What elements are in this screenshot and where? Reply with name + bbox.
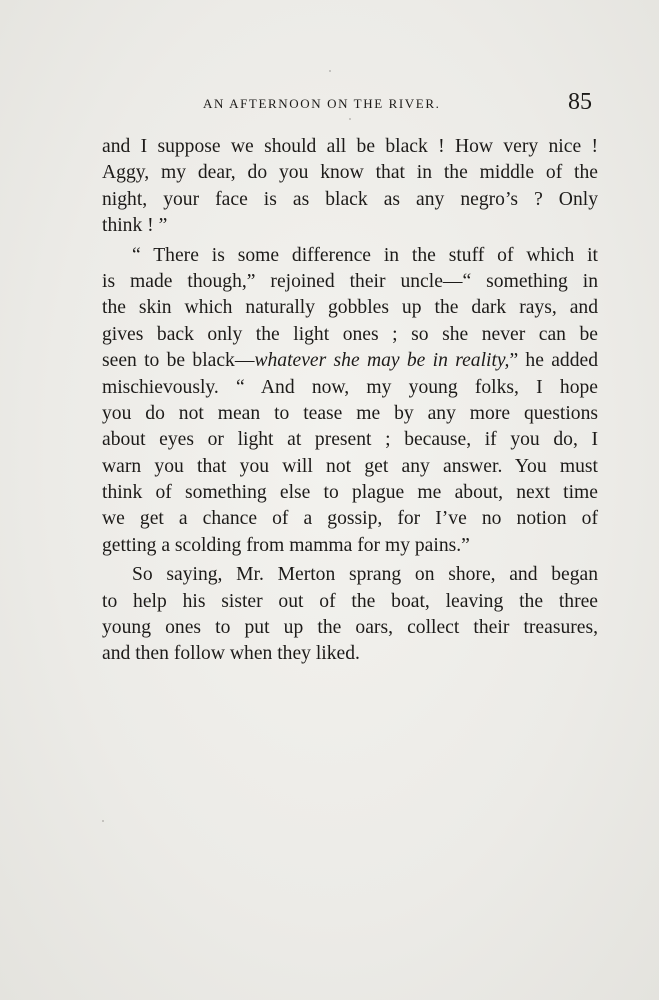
text-line-with-italics bbox=[102, 348, 598, 374]
text-line: and I suppose we should all be black ! How very nice ! bbox=[102, 136, 598, 157]
ink-speck bbox=[102, 820, 104, 822]
text-line: mischievously. “ And now, my young folks, I hope bbox=[102, 376, 598, 398]
text-line: So saying, Mr. Merton sprang on shore, and began bbox=[132, 564, 598, 586]
text-line: the skin which naturally gobbles up the dark rays, and bbox=[102, 297, 598, 319]
text-line: warn you that you will not get any answer. You must bbox=[102, 455, 598, 477]
body-text bbox=[102, 134, 598, 668]
text-line: we get a chance of a gossip, for I’ve no notion of bbox=[102, 508, 598, 530]
text-line: Aggy, my dear, do you know that in the middle of the bbox=[102, 162, 598, 184]
text-line: think ! ” bbox=[102, 215, 168, 237]
running-head: AN AFTERNOON ON THE RIVER. bbox=[203, 96, 441, 111]
text-line: think of something else to plague me about, next time bbox=[102, 482, 598, 504]
text-run: seen to be black— bbox=[102, 350, 255, 372]
text-line: is made though,” rejoined their uncle—“ something in bbox=[102, 270, 598, 292]
text-line: you do not mean to tease me by any more questions bbox=[102, 402, 598, 424]
text-line: and then follow when they liked. bbox=[102, 643, 360, 665]
text-line: “ There is some difference in the stuff of which it bbox=[132, 244, 598, 266]
ink-speck bbox=[329, 70, 331, 72]
text-run: ” he added bbox=[509, 350, 598, 372]
paragraph bbox=[102, 562, 598, 668]
text-line: gives back only the light ones ; so she never can be bbox=[102, 323, 598, 345]
paragraph bbox=[102, 243, 598, 560]
text-line: young ones to put up the oars, collect their treasures, bbox=[102, 617, 598, 639]
text-line: getting a scolding from mamma for my pains.” bbox=[102, 534, 470, 556]
paragraph bbox=[102, 134, 598, 240]
text-line: about eyes or light at present ; because, if you do, I bbox=[102, 429, 598, 451]
text-line: to help his sister out of the boat, leaving the three bbox=[102, 590, 598, 612]
italic-text-run: whatever she may be in reality, bbox=[254, 350, 510, 372]
page-number: 85 bbox=[568, 89, 592, 115]
text-line: night, your face is as black as any negro’s ? Only bbox=[102, 188, 598, 210]
ink-speck bbox=[349, 118, 351, 120]
